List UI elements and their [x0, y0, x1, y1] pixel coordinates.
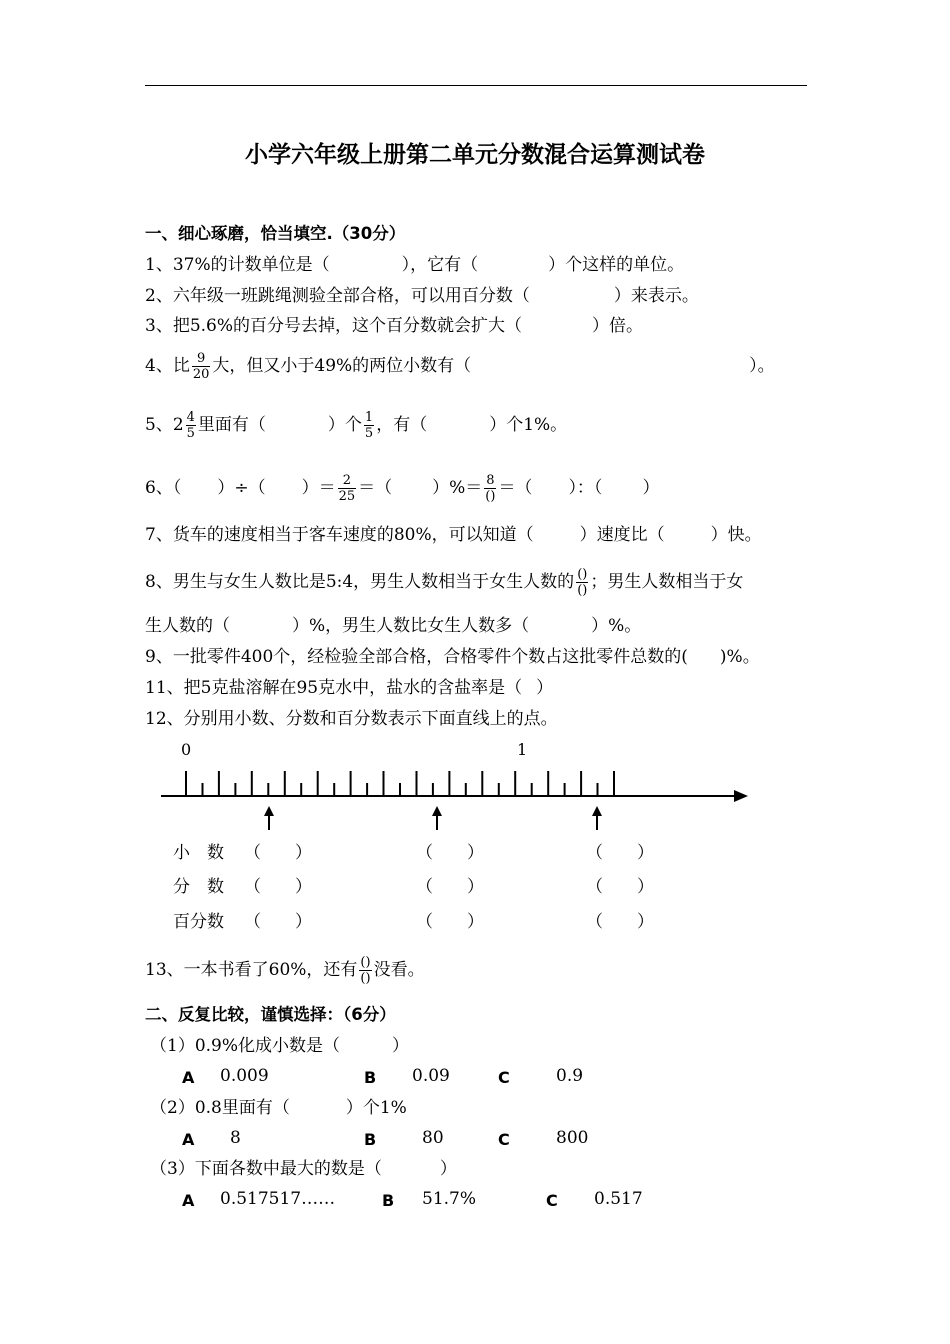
answer-row-percent: 百分数 （ ） （ ） （ ） [173, 912, 654, 932]
question-5: 5、2 $\frac{4}{5}$ 里面有（ ）个 $\frac{1}{5}$ ，有（ ）个1%。 [145, 410, 568, 441]
fraction-2-25: $\frac{2}{25}$ [338, 473, 356, 504]
question-9: 9、一批零件400个，经检验全部合格，合格零件个数占这批零件总数的( )%。 [145, 647, 760, 667]
pointer-arrow-2 [432, 806, 442, 830]
question-12: 12、分别用小数、分数和百分数表示下面直线上的点。 [145, 709, 558, 729]
blank-decimal-3[interactable]: （ ） [586, 843, 654, 863]
question-3: 3、把5.6%的百分号去掉，这个百分数就会扩大（ ）倍。 [145, 316, 644, 336]
choice-question-3: （3）下面各数中最大的数是（ ） [150, 1159, 457, 1179]
label-zero: 0 [181, 740, 192, 759]
q1-option-a-label[interactable]: A [182, 1068, 195, 1087]
q3-option-b-value: 51.7% [422, 1189, 477, 1209]
page-title: 小学六年级上册第二单元分数混合运算测试卷 [245, 142, 705, 168]
blank-percent-3[interactable]: （ ） [586, 912, 654, 932]
blank-decimal-2[interactable]: （ ） [416, 843, 484, 863]
q3-option-c-value: 0.517 [594, 1189, 643, 1209]
fraction-9-20: $\frac{9}{20}$ [192, 351, 210, 382]
question-7: 7、货车的速度相当于客车速度的80%，可以知道（ ）速度比（ ）快。 [145, 525, 762, 545]
fraction-4-5: $\frac{4}{5}$ [186, 410, 195, 441]
blank-decimal-1[interactable]: （ ） [244, 843, 312, 863]
blank-percent-2[interactable]: （ ） [416, 912, 484, 932]
question-8: 8、男生与女生人数比是5:4，男生人数相当于女生人数的 $\frac{()}{()}$ ；男生人数相当于女 [145, 567, 744, 598]
choice-question-2: （2）0.8里面有（ ）个1% [150, 1098, 407, 1118]
q1-option-a-value: 0.009 [220, 1066, 269, 1086]
q2-option-a-label[interactable]: A [182, 1130, 195, 1149]
q2-option-c-label[interactable]: C [498, 1130, 510, 1149]
choice-question-1: （1）0.9%化成小数是（ ） [150, 1036, 410, 1056]
blank-fraction-3[interactable]: （ ） [586, 877, 654, 897]
axis-arrowhead [734, 790, 748, 802]
answer-row-decimal: 小 数 （ ） （ ） （ ） [173, 843, 654, 863]
blank-percent-1[interactable]: （ ） [244, 912, 312, 932]
blank-fraction-2[interactable]: （ ） [416, 877, 484, 897]
blank-fraction-1[interactable]: （ ） [244, 877, 312, 897]
section2-heading: 二、反复比较，谨慎选择：（6分） [145, 1005, 396, 1024]
q3-option-a-label[interactable]: A [182, 1191, 195, 1210]
label-one: 1 [517, 740, 528, 759]
answer-row-fraction: 分 数 （ ） （ ） （ ） [173, 877, 654, 897]
q1-option-b-label[interactable]: B [364, 1068, 377, 1087]
tick-marks [186, 771, 614, 796]
top-rule [145, 85, 807, 86]
q1-option-c-label[interactable]: C [498, 1068, 510, 1087]
q3-option-a-value: 0.517517…… [220, 1189, 336, 1209]
fraction-1-5: $\frac{1}{5}$ [364, 410, 374, 441]
question-13: 13、一本书看了60%，还有 $\frac{()}{()}$ 没看。 [145, 955, 425, 986]
section1-heading: 一、细心琢磨，恰当填空.（30分） [145, 224, 406, 243]
question-1: 1、37%的计数单位是（ ），它有（ ）个这样的单位。 [145, 255, 685, 275]
q2-option-c-value: 800 [556, 1128, 589, 1148]
pointer-arrow-1 [264, 806, 274, 830]
number-line-diagram [0, 735, 950, 830]
fraction-8-blank: $\frac{8}{()}$ [485, 473, 496, 504]
pointer-arrow-3 [592, 806, 602, 830]
q2-option-a-value: 8 [230, 1128, 241, 1148]
q2-option-b-value: 80 [422, 1128, 444, 1148]
fraction-blank-blank: $\frac{()}{()}$ [577, 567, 588, 598]
question-6: 6、（ ）÷（ ）＝ $\frac{2}{25}$ ＝（ ）%＝ $\frac{8}{()}$ ＝（ ）：（ ） [145, 473, 660, 504]
fraction-remaining: $\frac{()}{()}$ [360, 955, 371, 986]
q1-option-b-value: 0.09 [412, 1066, 450, 1086]
question-2: 2、六年级一班跳绳测验全部合格，可以用百分数（ ）来表示。 [145, 286, 699, 306]
question-8-cont: 生人数的（ ）%，男生人数比女生人数多（ ）%。 [145, 616, 642, 636]
q3-option-c-label[interactable]: C [546, 1191, 558, 1210]
question-11: 11、把5克盐溶解在95克水中，盐水的含盐率是（ ） [145, 678, 554, 698]
question-4: 4、比 $\frac{9}{20}$ 大，但又小于49%的两位小数有（ ）。 [145, 351, 775, 382]
q3-option-b-label[interactable]: B [382, 1191, 395, 1210]
q1-option-c-value: 0.9 [556, 1066, 584, 1086]
q2-option-b-label[interactable]: B [364, 1130, 377, 1149]
